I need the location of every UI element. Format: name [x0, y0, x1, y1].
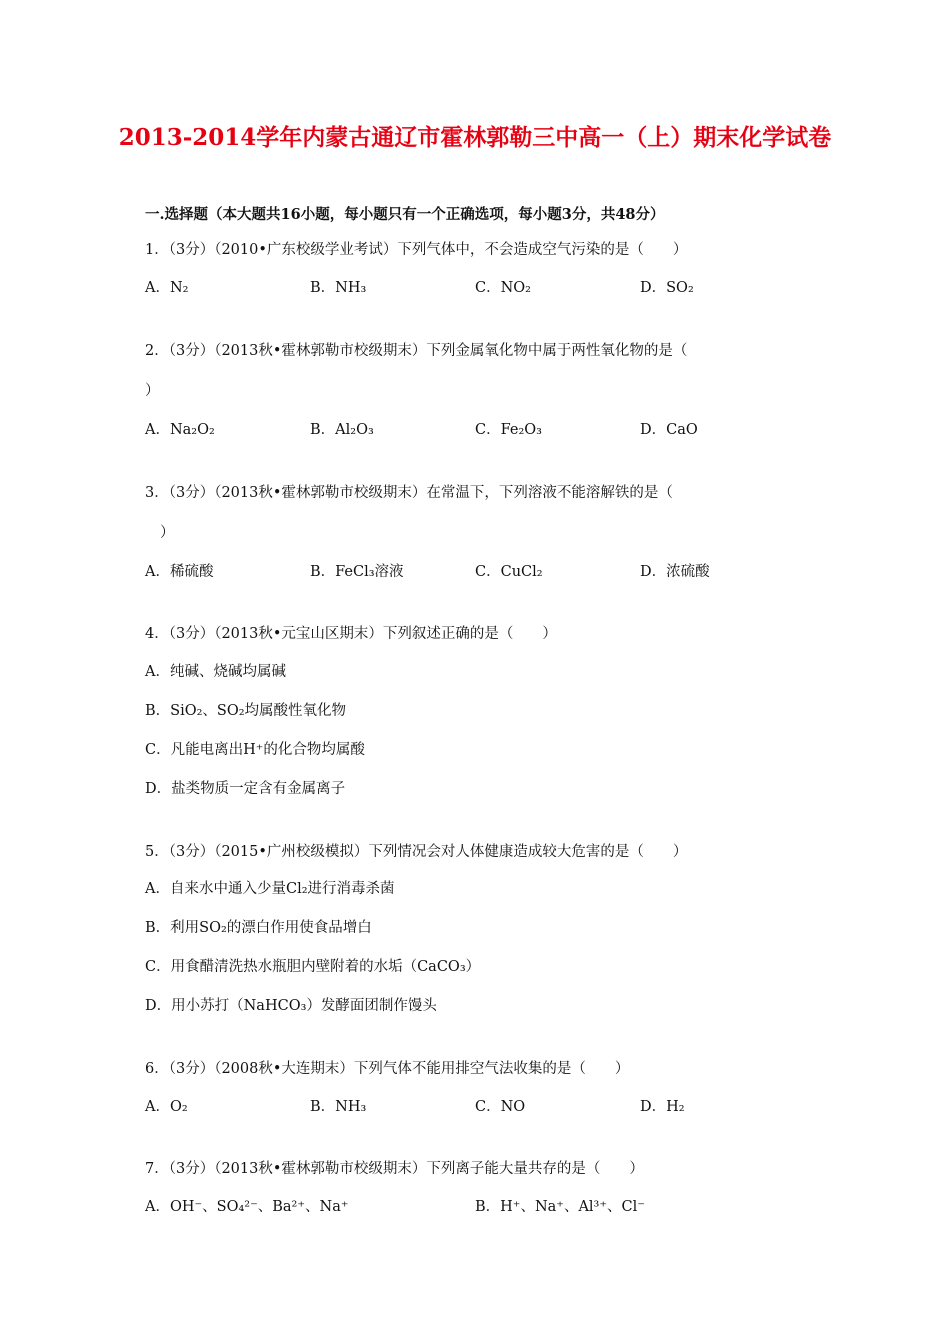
question-2-option-a: A．Na₂O₂	[145, 422, 215, 438]
question-4-option-d: D．盐类物质一定含有金属离子	[145, 781, 346, 797]
question-1-option-a: A．N₂	[145, 280, 189, 296]
question-6-option-b: B．NH₃	[310, 1099, 367, 1115]
question-2-stem: 2．（3分）（2013秋•霍林郭勒市校级期末）下列金属氧化物中属于两性氧化物的是（	[145, 343, 688, 359]
question-3-option-d: D．浓硫酸	[640, 564, 710, 580]
question-5-stem: 5．（3分）（2015•广州校级模拟）下列情况会对人体健康造成较大危害的是（ ）	[145, 844, 688, 860]
question-5-option-b: B．利用SO₂的漂白作用使食品增白	[145, 920, 372, 936]
question-6-stem: 6．（3分）（2008秋•大连期末）下列气体不能用排空气法收集的是（ ）	[145, 1061, 630, 1077]
question-6-option-c: C．NO	[475, 1099, 526, 1115]
question-3-option-b: B．FeCl₃溶液	[310, 564, 404, 580]
question-2-option-c: C．Fe₂O₃	[475, 422, 542, 438]
question-1-option-d: D．SO₂	[640, 280, 694, 296]
question-2-stem-cont: ）	[145, 383, 160, 399]
page-title: 2013-2014学年内蒙古通辽市霍林郭勒三中高一（上）期末化学试卷	[118, 124, 832, 151]
question-5-option-c: C．用食醋清洗热水瓶胆内壁附着的水垢（CaCO₃）	[145, 959, 481, 975]
question-3-option-a: A．稀硫酸	[145, 564, 214, 580]
question-2-option-d: D．CaO	[640, 422, 698, 438]
question-1-stem: 1．（3分）（2010•广东校级学业考试）下列气体中，不会造成空气污染的是（ ）	[145, 242, 688, 258]
question-4-option-c: C．凡能电离出H⁺的化合物均属酸	[145, 742, 365, 758]
question-4-option-a: A．纯碱、烧碱均属碱	[145, 664, 286, 680]
question-3-stem-cont: ）	[160, 525, 175, 541]
section-heading: 一.选择题（本大题共16小题，每小题只有一个正确选项，每小题3分，共48分）	[145, 206, 665, 223]
question-3-option-c: C．CuCl₂	[475, 564, 543, 580]
question-6-option-d: D．H₂	[640, 1099, 685, 1115]
question-6-option-a: A．O₂	[145, 1099, 188, 1115]
question-7-option-a: A．OH⁻、SO₄²⁻、Ba²⁺、Na⁺	[145, 1199, 349, 1215]
question-5-option-d: D．用小苏打（NaHCO₃）发酵面团制作馒头	[145, 998, 437, 1014]
question-3-stem: 3．（3分）（2013秋•霍林郭勒市校级期末）在常温下，下列溶液不能溶解铁的是（	[145, 485, 673, 501]
question-4-option-b: B．SiO₂、SO₂均属酸性氧化物	[145, 703, 347, 719]
question-5-option-a: A．自来水中通入少量Cl₂进行消毒杀菌	[145, 881, 395, 897]
question-7-stem: 7．（3分）（2013秋•霍林郭勒市校级期末）下列离子能大量共存的是（ ）	[145, 1161, 644, 1177]
question-1-option-b: B．NH₃	[310, 280, 367, 296]
question-2-option-b: B．Al₂O₃	[310, 422, 374, 438]
question-7-option-b: B．H⁺、Na⁺、Al³⁺、Cl⁻	[475, 1199, 645, 1215]
question-1-option-c: C．NO₂	[475, 280, 531, 296]
question-4-stem: 4．（3分）（2013秋•元宝山区期末）下列叙述正确的是（ ）	[145, 626, 557, 642]
